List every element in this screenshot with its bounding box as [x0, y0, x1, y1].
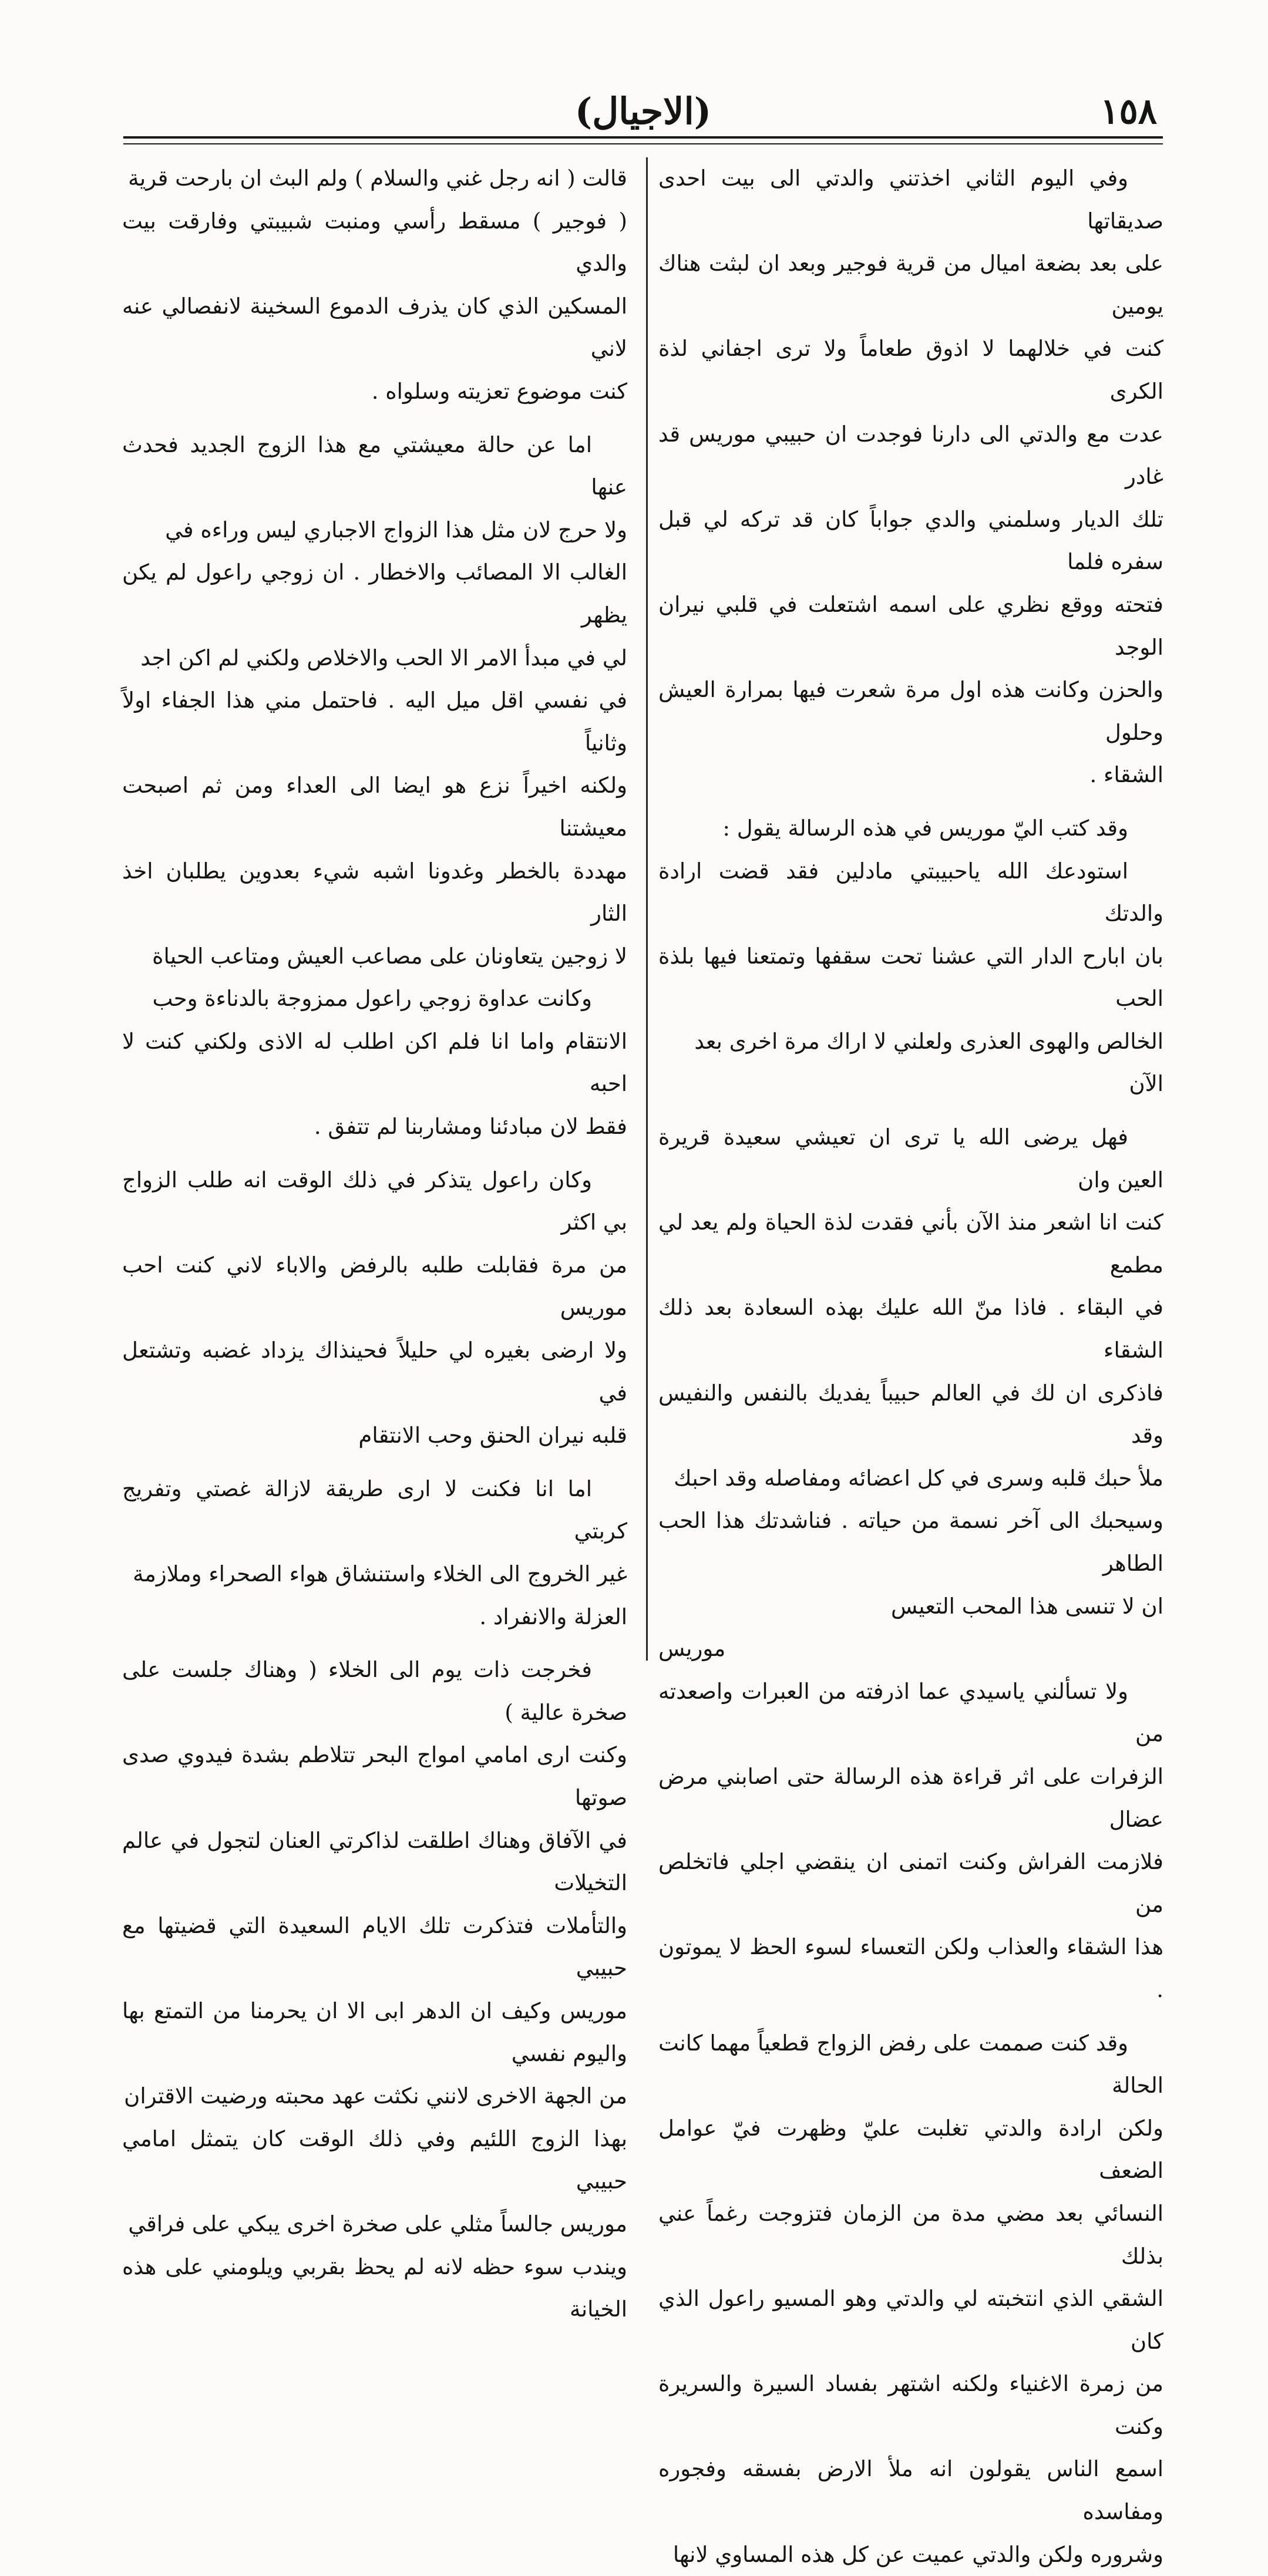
signature-line: موريس — [658, 1636, 726, 1662]
text-line: مهددة بالخطر وغدونا اشبه شيء بعدوين يطلبان اخذ الثار — [122, 858, 627, 927]
text-line: الزفرات على اثر قراءة هذه الرسالة حتى اصابني مرض عضال — [658, 1763, 1163, 1832]
text-line: لي في مبدأ الامر الا الحب والاخلاص ولكني لم اكن اجد — [140, 645, 627, 671]
text-line: قلبه نيران الحنق وحب الانتقام — [358, 1423, 627, 1449]
left-column — [122, 157, 627, 2331]
text-line: المسكين الذي كان يذرف الدموع السخينة لانفصالي عنه لاني — [122, 293, 627, 362]
text-line: ( فوجير ) مسقط رأسي ومنبت شبيبتي وفارقت بيت والدي — [122, 208, 627, 277]
text-line: وكنت ارى امامي امواج البحر تتلاطم بشدة فيدوي صدى صوتها — [122, 1742, 627, 1810]
text-line: من زمرة الاغنياء ولكنه اشتهر بفساد السيرة والسريرة وكنت — [658, 2371, 1163, 2439]
text-line: من الجهة الاخرى لانني نكثت عهد محبته ورضيت الاقتران — [124, 2083, 627, 2109]
text-line: ويندب سوء حظه لانه لم يحظ بقربي ويلومني على هذه الخيانة — [122, 2254, 627, 2322]
page-header — [123, 88, 1163, 135]
text-line: فهل يرضى الله يا ترى ان تعيشي سعيدة قريرة العين وان — [658, 1124, 1163, 1193]
text-line: والحزن وكانت هذه اول مرة شعرت فيها بمرارة العيش وحلول — [658, 677, 1163, 745]
journal-title: (الاجيال) — [574, 90, 712, 133]
text-line: فاذكرى ان لك في العالم حبيباً يفديك بالنفس والنفيس وقد — [658, 1380, 1163, 1449]
text-line: فقط لان مبادئنا ومشاربنا لم تتفق . — [314, 1114, 627, 1140]
text-line: الخالص والهوى العذرى ولعلني لا اراك مرة اخرى بعد — [694, 1028, 1163, 1054]
text-line: الآن — [1129, 1071, 1163, 1097]
text-line: كنت انا اشعر منذ الآن بأني فقدت لذة الحياة ولم يعد لي مطمع — [658, 1210, 1163, 1278]
text-line: على بعد بضعة اميال من قرية فوجير وبعد ان لبثت هناك يومين — [658, 251, 1163, 319]
text-line: وقد كتب اليّ موريس في هذه الرسالة يقول : — [722, 815, 1128, 841]
text-line: الانتقام واما انا فلم اكن اطلب له الاذى ولكني كنت لا احبه — [122, 1028, 627, 1097]
text-line: وشروره ولكن والدتي عميت عن كل هذه المساوي لانها — [672, 2541, 1163, 2567]
column-divider — [646, 157, 648, 1661]
text-line: فخرجت ذات يوم الى الخلاء ( وهناك جلست على صخرة عالية ) — [122, 1657, 627, 1725]
text-line: تلك الديار وسلمني والدي جواباً كان قد تركه لي قبل سفره فلما — [658, 506, 1163, 575]
text-line: استودعك الله ياحبيبتي مادلين فقد قضت ارادة والدتك — [658, 858, 1163, 927]
text-line: من مرة فقابلت طلبه بالرفض والاباء لاني كنت احب موريس — [122, 1252, 627, 1321]
text-line: ان لا تنسى هذا المحب التعيس — [891, 1593, 1163, 1619]
header-rule — [123, 136, 1163, 139]
text-line: وكانت عداوة زوجي راعول ممزوجة بالدناءة وحب — [152, 986, 592, 1012]
text-line: وكان راعول يتذكر في ذلك الوقت انه طلب الزواج بي اكثر — [122, 1167, 627, 1235]
text-line: الغالب الا المصائب والاخطار . ان زوجي راعول لم يكن يظهر — [122, 560, 627, 628]
text-line: فتحته ووقع نظري على اسمه اشتعلت في قلبي نيران الوجد — [658, 591, 1163, 660]
text-line: في البقاء . فاذا منّ الله عليك بهذه السعادة بعد ذلك الشقاء — [658, 1295, 1163, 1363]
text-line: والتأملات فتذكرت تلك الايام السعيدة التي قضيتها مع حبيبي — [122, 1912, 627, 1981]
text-line: وسيحبك الى آخر نسمة من حياته . فناشدتك هذا الحب الطاهر — [658, 1508, 1163, 1576]
text-line: اما عن حالة معيشتي مع هذا الزوج الجديد فحدث عنها — [122, 432, 627, 500]
text-line: ولكنه اخيراً نزع هو ايضا الى العداء ومن ثم اصبحت معيشتنا — [122, 773, 627, 841]
text-line: اما انا فكنت لا ارى طريقة لازالة غصتي وتفريج كربتي — [122, 1476, 627, 1544]
text-line: الشقي الذي انتخبته لي والدتي وهو المسيو راعول الذي كان — [658, 2286, 1163, 2354]
text-line: ولا حرج لان مثل هذا الزواج الاجباري ليس وراءه في — [165, 517, 627, 543]
text-line: وفي اليوم الثاني اخذتني والدتي الى بيت احدى صديقاتها — [658, 166, 1163, 234]
text-line: ملأ حبك قلبه وسرى في كل اعضائه ومفاصله وقد احبك — [674, 1465, 1163, 1491]
text-line: هذا الشقاء والعذاب ولكن التعساء لسوء الحظ لا يموتون . — [658, 1934, 1163, 2002]
text-line: ولا تسألني ياسيدي عما اذرفته من العبرات واصعدته من — [658, 1678, 1163, 1747]
text-line: عدت مع والدتي الى دارنا فوجدت ان حبيبي موريس قد غادر — [658, 421, 1163, 490]
text-line: ولا ارضى بغيره لي حليلاً فحينذاك يزداد غضبه وتشتعل في — [122, 1338, 627, 1406]
text-line: لا زوجين يتعاونان على مصاعب العيش ومتاعب الحياة — [152, 943, 627, 969]
text-line: قالت ( انه رجل غني والسلام ) ولم البث ان بارحت قرية — [128, 166, 627, 191]
text-line: بان ابارح الدار التي عشنا تحت سقفها وتمتعنا فيها بلذة الحب — [658, 943, 1163, 1012]
right-column — [658, 157, 1163, 2576]
text-line: العزلة والانفراد . — [479, 1604, 627, 1629]
text-line: كنت في خلالهما لا اذوق طعاماً ولا ترى اجفاني لذة الكرى — [658, 336, 1163, 404]
text-line: موريس جالساً مثلي على صخرة اخرى يبكي على فراقي — [128, 2211, 627, 2237]
text-line: فلازمت الفراش وكنت اتمنى ان ينقضي اجلي فاتخلص من — [658, 1849, 1163, 1917]
text-line: في نفسي اقل ميل اليه . فاحتمل مني هذا الجفاء اولاً وثانياً — [122, 688, 627, 756]
text-line: في الآفاق وهناك اطلقت لذاكرتي العنان لتجول في عالم التخيلات — [122, 1827, 627, 1896]
text-line: موريس وكيف ان الدهر ابى الا ان يحرمنا من التمتع بها واليوم نفسي — [122, 1998, 627, 2066]
text-line: كنت موضوع تعزيته وسلواه . — [371, 378, 627, 404]
header-rule-thin — [123, 143, 1163, 144]
page-number: ١٥٨ — [1100, 91, 1157, 132]
text-line: غير الخروج الى الخلاء واستنشاق هواء الصحراء وملازمة — [133, 1561, 627, 1587]
text-line: وقد كنت صممت على رفض الزواج قطعياً مهما كانت الحالة — [658, 2030, 1163, 2099]
text-line: بهذا الزوج اللئيم وفي ذلك الوقت كان يتمثل امامي حبيبي — [122, 2126, 627, 2194]
text-line: الشقاء . — [1089, 762, 1163, 788]
text-line: النسائي بعد مضي مدة من الزمان فتزوجت رغماً عني بذلك — [658, 2200, 1163, 2269]
text-line: اسمع الناس يقولون انه ملأ الارض بفسقه وفجوره ومفاسده — [658, 2456, 1163, 2525]
text-line: ولكن ارادة والدتي تغلبت عليّ وظهرت فيّ عوامل الضعف — [658, 2115, 1163, 2184]
